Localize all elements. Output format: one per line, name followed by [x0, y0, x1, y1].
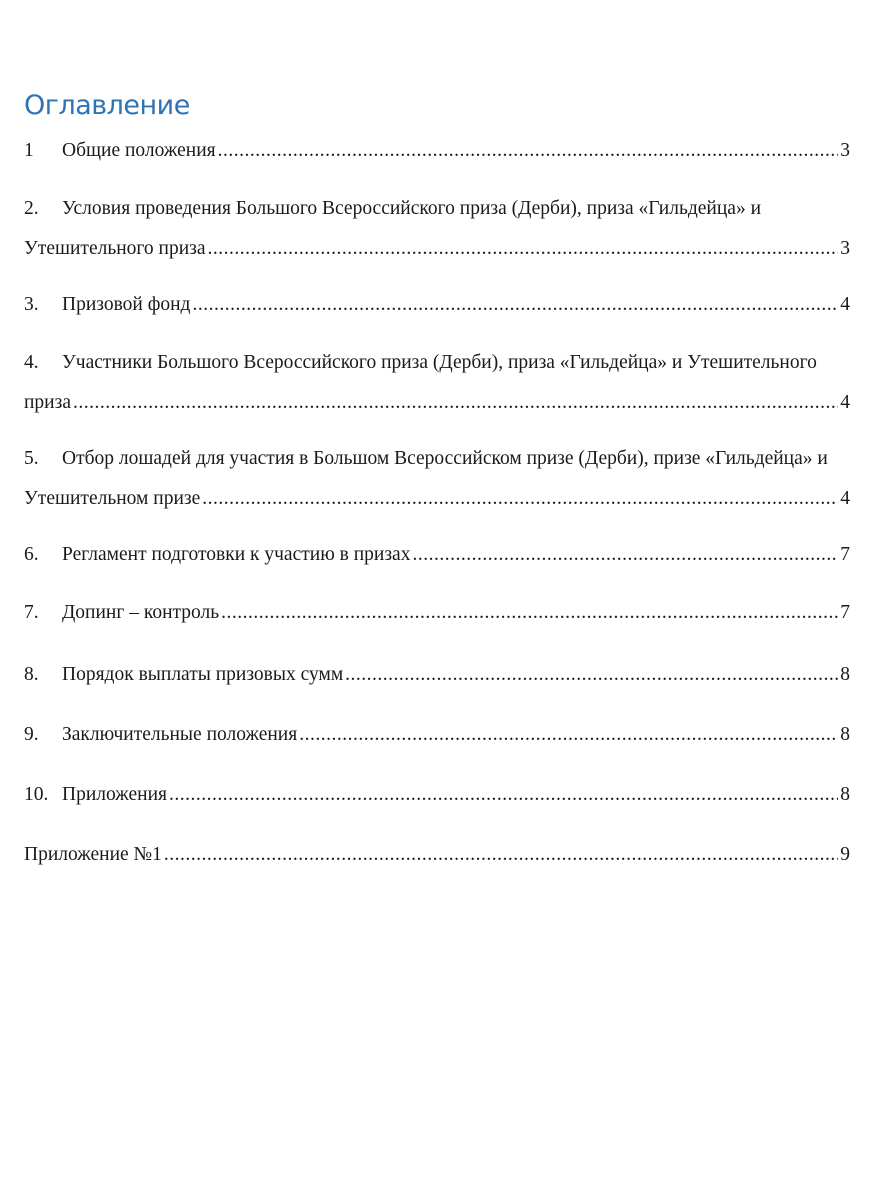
toc-entry-number: 8. [24, 664, 39, 685]
toc-entry-number: 6. [24, 544, 39, 565]
toc-entry-number: 4. [24, 352, 39, 373]
toc-entry-title: Общие положения [62, 140, 216, 161]
toc-entry-9[interactable] [24, 715, 850, 755]
toc-entry-1[interactable] [24, 131, 850, 171]
toc-entry-title-continued: Утешительного приза [24, 238, 206, 259]
toc-entry-page: 3 [840, 238, 850, 259]
toc-entry-page: 3 [840, 140, 850, 161]
dot-leader [208, 229, 839, 269]
toc-entry-7[interactable] [24, 593, 850, 633]
dot-leader [169, 775, 838, 815]
dot-leader [164, 835, 838, 875]
toc-entry-4[interactable] [24, 343, 850, 423]
toc-entry-title: Отбор лошадей для участия в Большом Всероссийском призе (Дерби), призе «Гильдейца» и [62, 448, 828, 469]
toc-entry-2[interactable] [24, 189, 850, 269]
toc-entry-number: 5. [24, 448, 39, 469]
toc-entry-page: 7 [840, 602, 850, 623]
toc-entry-title: Приложение №1 [24, 844, 162, 865]
toc-entry-appendix-1[interactable] [24, 835, 850, 875]
toc-entry-number: 9. [24, 724, 39, 745]
dot-leader [412, 535, 838, 575]
toc-entry-title-continued: Утешительном призе [24, 488, 201, 509]
dot-leader [192, 285, 838, 325]
toc-entry-number: 3. [24, 294, 39, 315]
toc-entry-title: Допинг – контроль [62, 602, 220, 623]
toc-entry-title: Призовой фонд [62, 294, 191, 315]
toc-entry-page: 8 [840, 664, 850, 685]
dot-leader [218, 131, 839, 171]
toc-entry-page: 4 [840, 392, 850, 413]
toc-entry-number: 7. [24, 602, 39, 623]
toc-entry-title: Заключительные положения [62, 724, 298, 745]
dot-leader [202, 479, 838, 519]
dot-leader [73, 383, 838, 423]
toc-entry-title: Участники Большого Всероссийского приза (Дерби), приза «Гильдейца» и Утешительного [62, 352, 817, 373]
toc-entry-8[interactable] [24, 655, 850, 695]
toc-entry-number: 2. [24, 198, 39, 219]
dot-leader [345, 655, 838, 695]
toc-entry-page: 9 [840, 844, 850, 865]
toc-entry-title: Регламент подготовки к участию в призах [62, 544, 411, 565]
toc-entry-number: 10. [24, 784, 49, 805]
toc-entry-3[interactable] [24, 285, 850, 325]
dot-leader [299, 715, 838, 755]
toc-entry-page: 4 [840, 488, 850, 509]
toc-entry-10[interactable] [24, 775, 850, 815]
toc-entry-number: 1 [24, 140, 34, 161]
toc-entry-page: 8 [840, 724, 850, 745]
toc-title: Оглавление [24, 90, 190, 121]
toc-entry-title-continued: приза [24, 392, 71, 413]
dot-leader [221, 593, 838, 633]
toc-entry-5[interactable] [24, 439, 850, 519]
toc-entry-title: Условия проведения Большого Всероссийского приза (Дерби), приза «Гильдейца» и [62, 198, 762, 219]
toc-entry-title: Порядок выплаты призовых сумм [62, 664, 344, 685]
toc-entry-page: 4 [840, 294, 850, 315]
toc-entry-6[interactable] [24, 535, 850, 575]
toc-entry-title: Приложения [62, 784, 167, 805]
toc-entry-page: 7 [840, 544, 850, 565]
toc-entry-page: 8 [840, 784, 850, 805]
